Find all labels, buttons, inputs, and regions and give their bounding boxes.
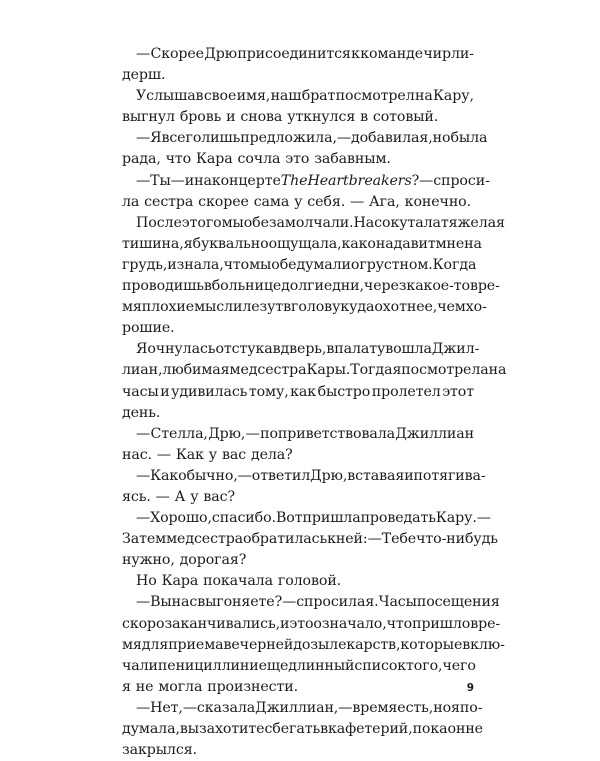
- text-line: я не могла произнести.: [122, 678, 298, 695]
- text-line: Услышав свое имя, наш брат посмотрел на Кару,: [136, 88, 474, 105]
- text-line: лиан, любимая медсестра Кары. Тогда я посмотрела на: [122, 362, 507, 379]
- text-line: — Скорее Дрю присоединится к команде чирли-: [136, 46, 474, 62]
- text-line: рошие.: [122, 320, 175, 337]
- text-line: часы и удивилась тому, как быстро пролетел этот: [122, 383, 474, 400]
- text-line: — Вы нас выгоняете? — спросила я. Часы посещения: [136, 594, 500, 611]
- text-line: После этого мы обе замолчали. Нас окутала тяжелая: [136, 214, 505, 231]
- text-line: думала, вы захотите сбегать в кафетерий, пока он не: [122, 721, 483, 737]
- page-number: 9: [466, 682, 474, 694]
- text-line: — Ты — и на концерте The Heartbreakers? — спроси-: [136, 172, 490, 189]
- body-text: [122, 44, 507, 761]
- text-line: мя плохие мысли лезут в голову куда охотнее, чем хо-: [122, 299, 487, 316]
- text-line: нас. — Как у вас дела?: [122, 446, 293, 463]
- text-line: — Я всего лишь предложила, — добавила я, но была: [136, 130, 488, 147]
- text-line: выгнул бровь и снова уткнулся в сотовый.: [122, 109, 439, 126]
- text-line: Я очнулась от стука в дверь, в палату вошла Джил-: [136, 341, 480, 358]
- text-line: день.: [122, 404, 161, 421]
- text-line: мя для приема вечерней дозы лекарств, которые вклю-: [122, 636, 505, 653]
- text-line: нужно, дорогая?: [122, 552, 247, 569]
- text-line: ясь. — А у вас?: [122, 488, 235, 505]
- text-line: — Как обычно, — ответил Дрю, вставая и потягива-: [136, 467, 486, 484]
- text-line: Но Кара покачала головой.: [136, 573, 342, 590]
- text-line: чали пенициллин и еще длинный список того, чего: [122, 657, 476, 674]
- text-line: проводишь в больнице долгие дни, через какое-то вре-: [122, 278, 500, 295]
- text-line: — Стелла, Дрю, — поприветствовала Джиллиан: [136, 425, 474, 442]
- text-line: грудь, и знала, что мы обе думали о грустном. Когда: [122, 256, 477, 273]
- text-line: Затем медсестра обратилась к ней: — Тебе что-нибудь: [122, 531, 498, 548]
- text-line: скоро заканчивались, и это означало, что пришло вре-: [122, 615, 501, 632]
- text-line: закрылся.: [122, 742, 197, 759]
- text-line: — Нет, — сказала Джиллиан, — время есть, но я по-: [136, 699, 483, 716]
- text-line: тишина, я буквально ощущала, как она давит мне на: [122, 235, 482, 252]
- text-line: дерш.: [122, 67, 166, 84]
- text-line: ла сестра скорее сама у себя. — Ага, конечно.: [122, 193, 472, 210]
- text-line: рада, что Кара сочла это забавным.: [122, 151, 391, 168]
- text-line: — Хорошо, спасибо. Вот пришла проведать Кару. —: [136, 510, 491, 527]
